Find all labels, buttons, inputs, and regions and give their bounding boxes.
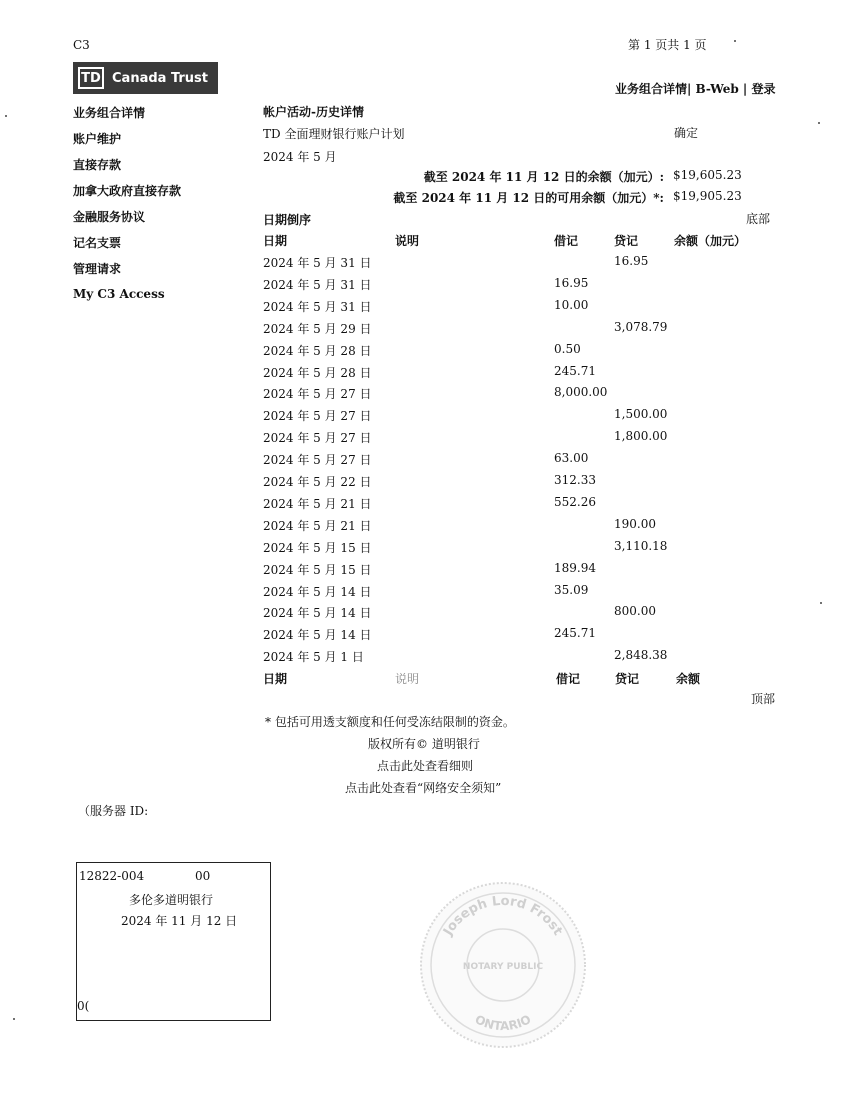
table-row (0, 604, 860, 624)
footer-header-description: 说明 (395, 672, 420, 686)
row-credit: 190.00 (614, 516, 656, 531)
header-description: 说明 (395, 234, 420, 248)
scan-speck (5, 115, 7, 117)
row-date: 2024 年 5 月 14 日 (263, 628, 372, 643)
row-debit: 245.71 (554, 626, 596, 641)
row-date: 2024 年 5 月 31 日 (263, 277, 372, 292)
header-balance: 余额（加元） (674, 234, 747, 248)
table-row (0, 626, 860, 646)
table-row (0, 429, 860, 449)
header-credit: 贷记 (614, 234, 639, 248)
sidebar-item-financial-agreement[interactable]: 金融服务协议 (73, 210, 146, 224)
row-credit: 3,110.18 (614, 538, 668, 553)
row-date: 2024 年 5 月 1 日 (263, 650, 364, 665)
sidebar-item-manage-requests[interactable]: 管理请求 (73, 262, 122, 276)
seal-province: ONTARIO (472, 1012, 534, 1034)
row-credit: 800.00 (614, 604, 656, 619)
row-debit: 63.00 (554, 451, 589, 466)
sidebar-item-cheques[interactable]: 记名支票 (73, 236, 122, 250)
stamp-bottom-code: 0( (77, 999, 90, 1013)
row-date: 2024 年 5 月 28 日 (263, 343, 372, 358)
available-balance-label: 截至 2024 年 11 月 12 日的可用余额（加元）*: (393, 191, 664, 205)
page-indicator: 第 1 页共 1 页 (628, 38, 707, 52)
sidebar-item-gov-direct-deposit[interactable]: 加拿大政府直接存款 (73, 184, 182, 198)
row-debit: 16.95 (554, 275, 589, 290)
footnote: * 包括可用透支额度和任何受冻结限制的资金。 (265, 715, 515, 729)
copyright: 版权所有© 道明银行 (368, 737, 480, 751)
td-canada-trust-logo[interactable] (73, 62, 218, 94)
row-debit: 35.09 (554, 582, 589, 597)
row-date: 2024 年 5 月 27 日 (263, 431, 372, 446)
notary-seal (418, 880, 588, 1050)
row-credit: 1,800.00 (614, 429, 668, 444)
table-row (0, 473, 860, 493)
table-header (0, 232, 860, 252)
seal-name: Joseph Lord Frost (440, 893, 566, 939)
terms-link[interactable]: 点击此处查看细则 (377, 759, 474, 773)
server-id: （服务器 ID: (78, 804, 149, 818)
row-date: 2024 年 5 月 14 日 (263, 584, 372, 599)
sidebar-item-account-maintenance[interactable]: 账户维护 (73, 132, 122, 146)
row-debit: 552.26 (554, 494, 596, 509)
footer-header-date[interactable]: 日期 (263, 672, 288, 686)
header-date[interactable]: 日期 (263, 234, 288, 248)
row-date: 2024 年 5 月 14 日 (263, 606, 372, 621)
row-credit: 2,848.38 (614, 648, 668, 663)
row-date: 2024 年 5 月 15 日 (263, 562, 372, 577)
row-date: 2024 年 5 月 28 日 (263, 365, 372, 380)
section-title: 帐户活动-历史详情 (263, 105, 364, 119)
balance-value: $19,605.23 (673, 168, 742, 182)
sidebar-item-my-c3-access[interactable]: My C3 Access (73, 287, 165, 301)
row-date: 2024 年 5 月 21 日 (263, 518, 372, 533)
available-balance-value: $19,905.23 (673, 189, 742, 203)
table-row (0, 254, 860, 274)
row-date: 2024 年 5 月 27 日 (263, 387, 372, 402)
row-date: 2024 年 5 月 27 日 (263, 409, 372, 424)
row-debit: 245.71 (554, 363, 596, 378)
row-debit: 312.33 (554, 473, 596, 487)
table-row (0, 407, 860, 427)
table-row (0, 561, 860, 581)
scan-speck (818, 122, 820, 124)
table-row (0, 298, 860, 318)
table-footer-header (0, 670, 860, 690)
account-name: TD 全面理财银行账户计划 (263, 127, 405, 141)
row-date: 2024 年 5 月 31 日 (263, 256, 372, 270)
sidebar-item-portfolio[interactable]: 业务组合详情 (73, 106, 146, 120)
statement-period: 2024 年 5 月 (263, 150, 337, 164)
bottom-link[interactable]: 底部 (746, 212, 771, 226)
seal-center-text: NOTARY PUBLIC (462, 962, 544, 972)
table-row (0, 385, 860, 405)
scan-speck (820, 602, 822, 604)
scan-speck (13, 1018, 15, 1020)
scan-speck (734, 40, 736, 42)
row-date: 2024 年 5 月 22 日 (263, 475, 372, 489)
confirm-button[interactable]: 确定 (674, 126, 699, 140)
table-row (0, 342, 860, 362)
table-row (0, 517, 860, 537)
balance-label: 截至 2024 年 11 月 12 日的余额（加元）: (423, 170, 664, 184)
row-date: 2024 年 5 月 31 日 (263, 299, 372, 314)
row-credit: 16.95 (614, 254, 649, 268)
bank-stamp (76, 862, 271, 1021)
table-row (0, 320, 860, 340)
table-row (0, 364, 860, 384)
security-link[interactable]: 点击此处查看“网络安全须知” (345, 781, 502, 795)
row-debit: 10.00 (554, 297, 589, 312)
table-row (0, 648, 860, 668)
stamp-bank-name: 多伦多道明银行 (129, 893, 214, 907)
row-debit: 189.94 (554, 560, 596, 575)
row-debit: 0.50 (554, 341, 581, 356)
stamp-code: 00 (195, 869, 211, 883)
row-date: 2024 年 5 月 27 日 (263, 453, 372, 468)
table-row (0, 583, 860, 603)
footer-header-credit: 贷记 (615, 672, 640, 686)
row-debit: 8,000.00 (554, 385, 608, 400)
doc-code: C3 (73, 38, 90, 52)
row-date: 2024 年 5 月 29 日 (263, 321, 372, 336)
table-row (0, 539, 860, 559)
row-credit: 3,078.79 (614, 319, 668, 334)
top-nav-links[interactable]: 业务组合详情| B-Web | 登录 (615, 82, 776, 96)
table-row (0, 276, 860, 296)
stamp-transit-number: 12822-004 (79, 869, 145, 883)
sort-order-label[interactable]: 日期倒序 (263, 213, 312, 227)
footer-header-balance: 余额 (676, 672, 701, 686)
table-row (0, 451, 860, 471)
td-logo-mark: TD (78, 67, 104, 89)
top-link[interactable]: 顶部 (751, 692, 776, 706)
row-credit: 1,500.00 (614, 407, 668, 422)
logo-brand-text: Canada Trust (112, 70, 209, 86)
stamp-date: 2024 年 11 月 12 日 (121, 914, 238, 928)
footer-header-debit: 借记 (556, 672, 581, 686)
row-date: 2024 年 5 月 21 日 (263, 496, 372, 511)
table-row (0, 495, 860, 515)
row-date: 2024 年 5 月 15 日 (263, 540, 372, 555)
header-debit: 借记 (554, 234, 579, 248)
sidebar-item-direct-deposit[interactable]: 直接存款 (73, 158, 122, 172)
